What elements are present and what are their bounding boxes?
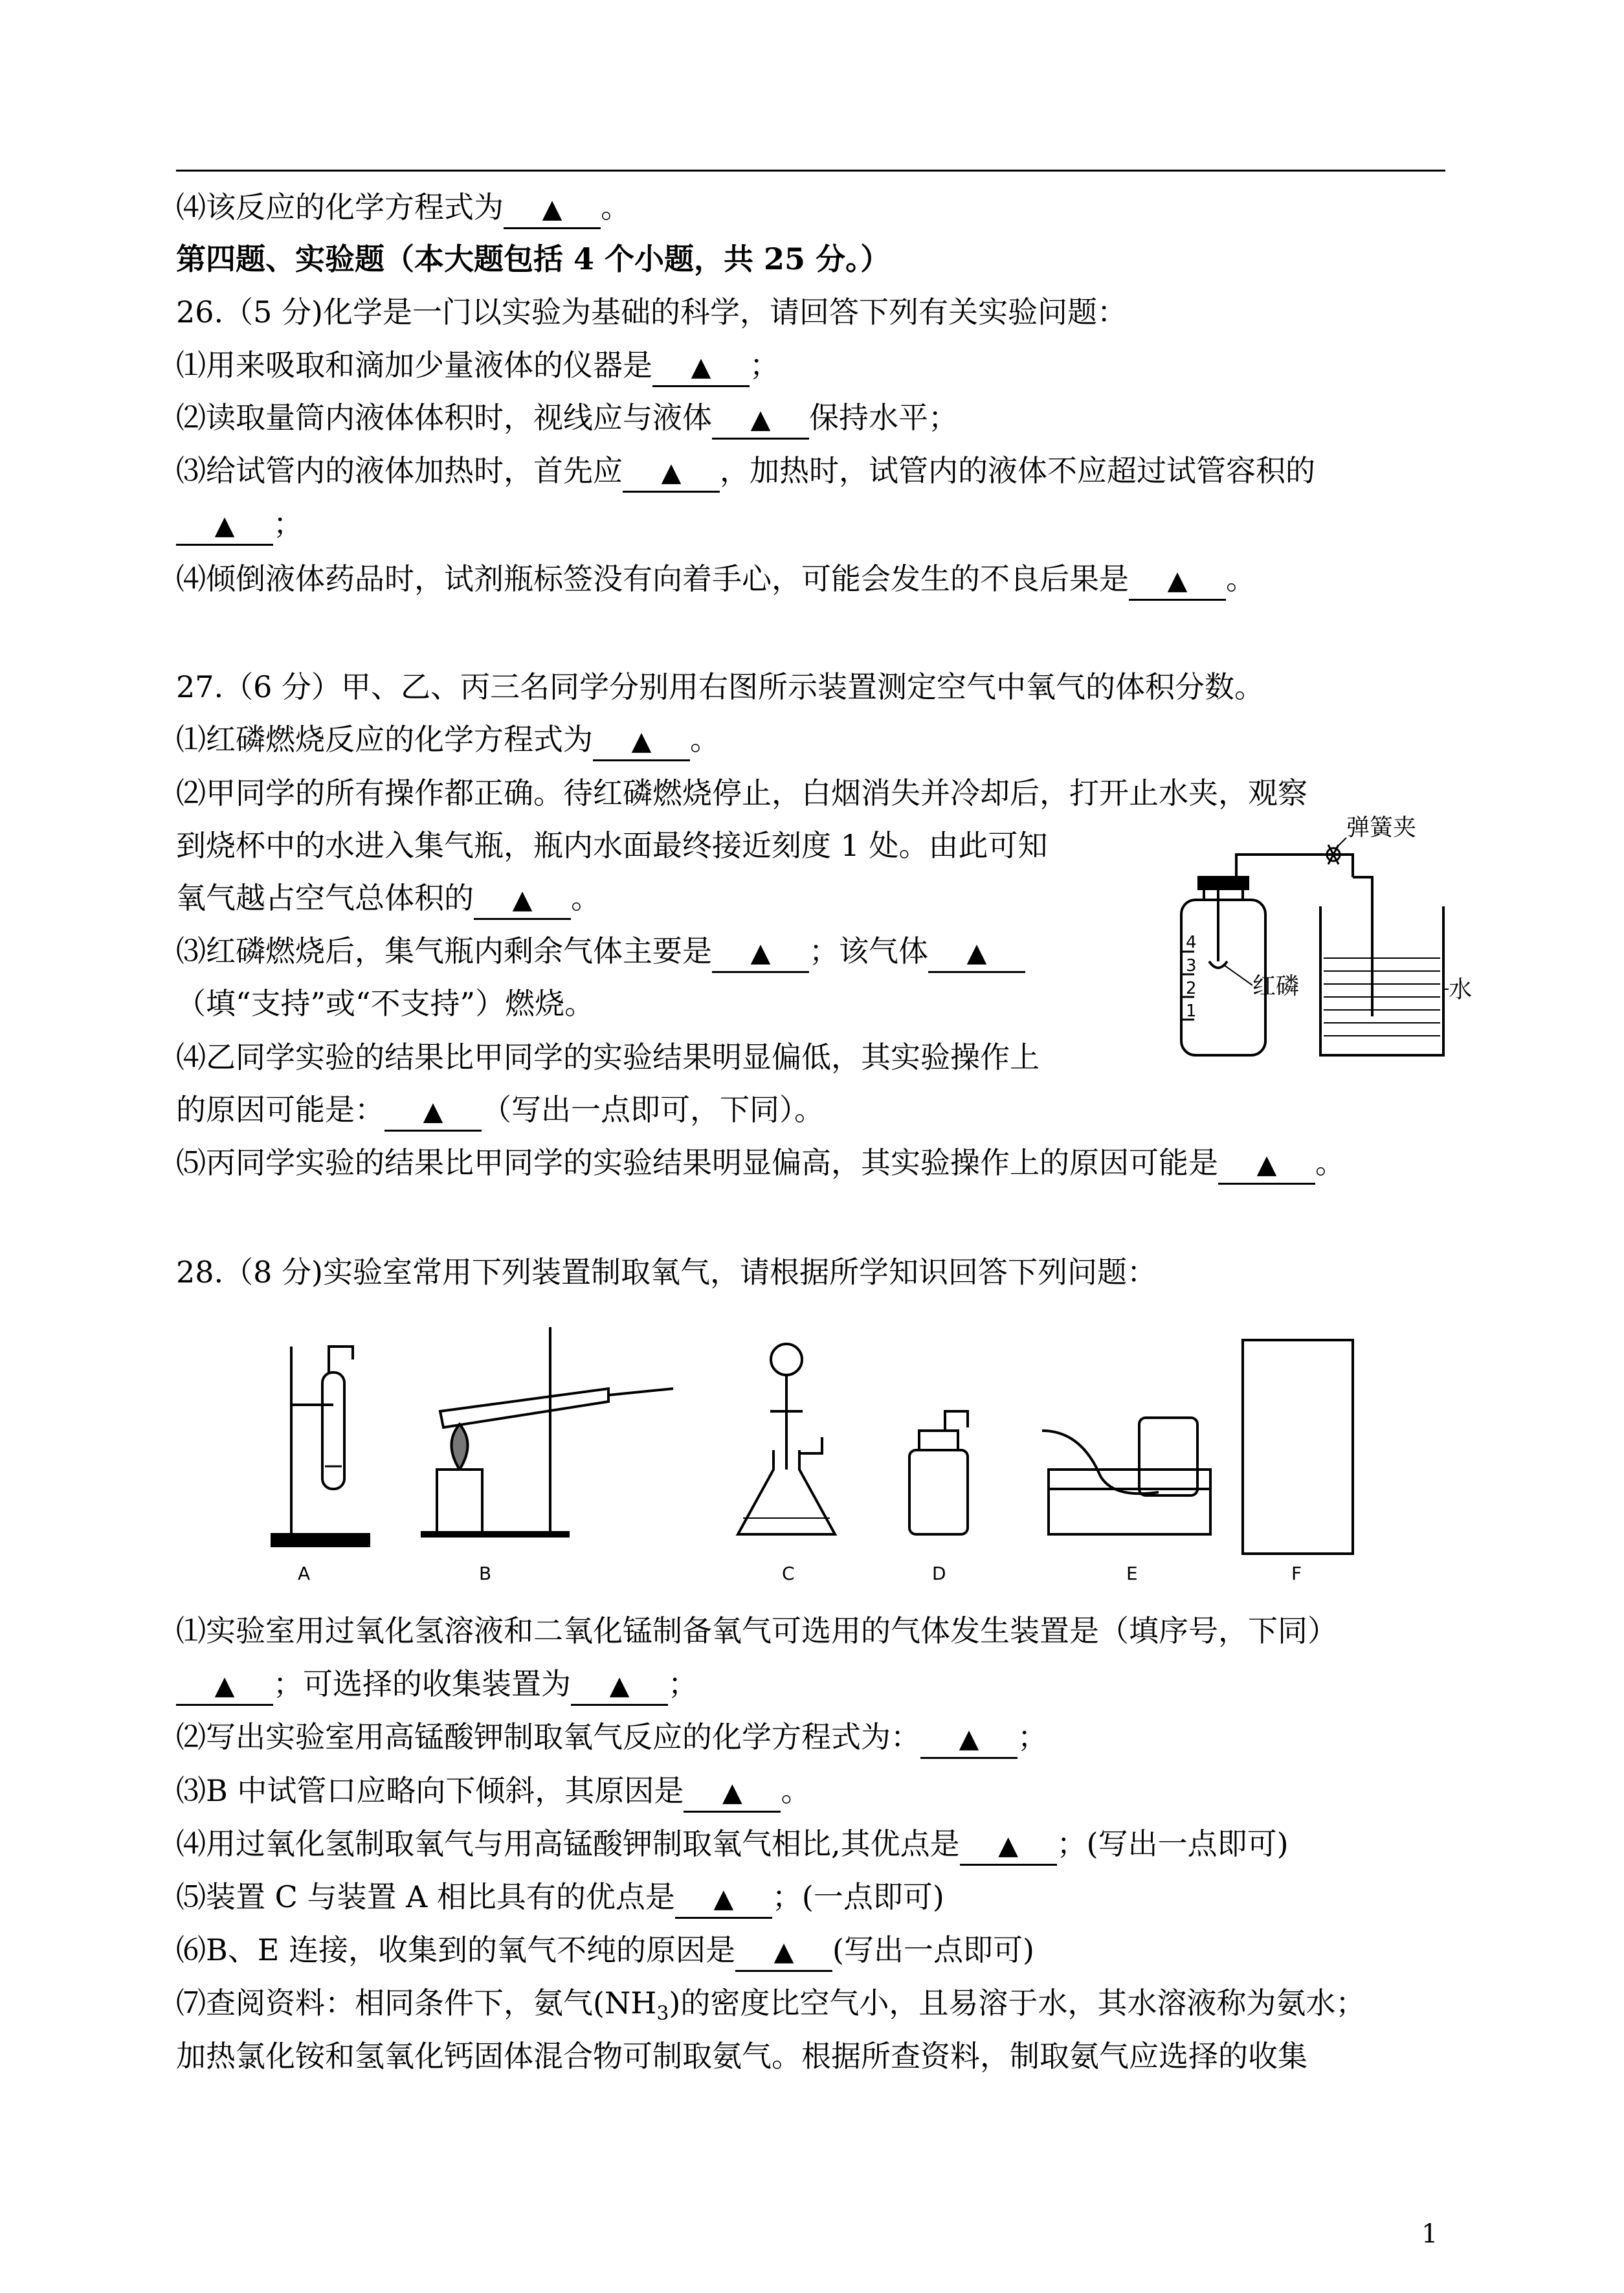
page-number: 1: [1421, 2219, 1438, 2249]
q28-part7-line1: ⑺查阅资料：相同条件下，氨气$(NH_3)$的密度比空气小，且易溶于水，其水溶液称为氨水；: [176, 1985, 1366, 2026]
q27-part5: ⑸丙同学实验的结果比甲同学的实验结果明显偏高，其实验操作上的原因可能是 ▲ 。: [176, 1143, 1345, 1185]
answer-blank[interactable]: ▲: [176, 506, 273, 546]
q26-part1: ⑴用来吸取和滴加少量液体的仪器是 ▲ ；: [176, 346, 779, 387]
q27-part4-line1: ⑷乙同学实验的结果比甲同学的实验结果明显偏低，其实验操作上: [176, 1040, 1040, 1075]
scale-3: 3: [1186, 956, 1197, 976]
answer-blank[interactable]: ▲: [712, 933, 809, 973]
q28-part1-line2: ▲ ；可选择的收集装置为 ▲ ；: [176, 1664, 698, 1706]
beaker: [1320, 906, 1443, 1055]
oxygen-apparatus-drawing: [1159, 809, 1473, 1068]
apparatus-drawing: [246, 1321, 1411, 1593]
q26-stem: 26.（5 分)化学是一门以实验为基础的科学，请回答下列有关实验问题：: [176, 295, 1127, 330]
oxygen-apparatus-figure: [1159, 809, 1473, 1068]
q28-part1-line1: ⑴实验室用过氧化氢溶液和二氧化锰制备氧气可选用的气体发生装置是（填序号，下同）: [176, 1613, 1337, 1648]
answer-blank[interactable]: ▲: [675, 1879, 772, 1919]
q27-part3-line2: （填“支持”或“不支持”）燃烧。: [176, 986, 595, 1021]
stopper: [1199, 877, 1248, 889]
q28-part2: ⑵写出实验室用高锰酸钾制取氧气反应的化学方程式为： ▲ ；: [176, 1717, 1047, 1759]
q28-part3: ⑶B 中试管口应略向下倾斜，其原因是 ▲ 。: [176, 1771, 810, 1813]
answer-blank[interactable]: ▲: [176, 1666, 273, 1706]
answer-blank[interactable]: ▲: [960, 1826, 1057, 1866]
q28-stem: 28.（8 分)实验室常用下列装置制取氧气，请根据所学知识回答下列问题：: [176, 1255, 1157, 1290]
apparatus-e: [1042, 1418, 1210, 1534]
clamp-label: 弹簧夹: [1346, 814, 1417, 841]
answer-blank[interactable]: ▲: [1218, 1145, 1315, 1185]
clamp-pointer: [1335, 838, 1346, 849]
combustion-spoon: [1209, 961, 1227, 968]
q27-part2-line1: ⑵甲同学的所有操作都正确。待红磷燃烧停止，白烟消失并冷却后，打开止水夹，观察: [176, 776, 1307, 811]
answer-blank[interactable]: ▲: [504, 189, 601, 229]
apparatus-b: [421, 1327, 673, 1534]
scale-1: 1: [1186, 1001, 1197, 1021]
tube-into-beaker: [1353, 877, 1372, 1016]
phosphorus-pointer: [1223, 965, 1252, 985]
label-b: B: [479, 1563, 492, 1584]
water-lines: [1324, 958, 1440, 1036]
q26-part3: ⑶给试管内的液体加热时，首先应 ▲ ，加热时，试管内的液体不应超过试管容积的: [176, 451, 1315, 493]
answer-blank[interactable]: ▲: [593, 721, 690, 761]
apparatus-f: [1243, 1340, 1353, 1554]
q27-part4-line2: 的原因可能是： ▲ （写出一点即可，下同）。: [176, 1090, 824, 1132]
q27-stem: 27.（6 分）甲、乙、丙三名同学分别用右图所示装置测定空气中氧气的体积分数。: [176, 669, 1265, 704]
apparatus-c: [738, 1344, 835, 1534]
water-label: 水: [1449, 976, 1473, 1003]
q28-part4: ⑷用过氧化氢制取氧气与用高锰酸钾制取氧气相比,其优点是 ▲ ；(写出一点即可): [176, 1824, 1289, 1866]
answer-blank[interactable]: ▲: [384, 1091, 482, 1132]
answer-blank[interactable]: ▲: [474, 880, 571, 920]
answer-blank[interactable]: ▲: [712, 399, 809, 440]
q28-part5: ⑸装置 C 与装置 A 相比具有的优点是 ▲ ；(一点即可): [176, 1877, 944, 1919]
answer-blank[interactable]: ▲: [735, 1932, 832, 1972]
q28-part6: ⑹B、E 连接，收集到的氧气不纯的原因是 ▲ (写出一点即可): [176, 1930, 1034, 1972]
answer-blank[interactable]: ▲: [652, 347, 750, 387]
q27-part2-line2: 到烧杯中的水进入集气瓶，瓶内水面最终接近刻度 1 处。由此可知: [176, 828, 1048, 863]
q26-part3-cont: ▲ ；: [176, 504, 303, 546]
answer-blank[interactable]: ▲: [1129, 561, 1226, 601]
answer-blank[interactable]: ▲: [571, 1666, 668, 1706]
answer-blank[interactable]: ▲: [623, 453, 720, 493]
apparatus-d: [909, 1411, 968, 1534]
answer-blank[interactable]: ▲: [920, 1719, 1018, 1759]
q27-part1: ⑴红磷燃烧反应的化学方程式为 ▲ 。: [176, 720, 720, 761]
apparatus-a: [272, 1347, 369, 1546]
label-f: F: [1291, 1563, 1302, 1584]
apparatus-figure: [246, 1321, 1411, 1593]
q28-part7-line2: 加热氯化铵和氢氧化钙固体混合物可制取氨气。根据所查资料，制取氨气应选择的收集: [176, 2039, 1307, 2074]
scale-2: 2: [1186, 979, 1197, 998]
label-e: E: [1126, 1563, 1138, 1584]
section-title: 第四题、实验题（本大题包括 4 个小题，共 25 分。）: [176, 241, 891, 276]
q26-part2: ⑵读取量筒内液体体积时，视线应与液体 ▲ 保持水平；: [176, 398, 958, 440]
label-d: D: [932, 1563, 946, 1584]
q27-part2-line3: 氧气越占空气总体积的 ▲ 。: [176, 878, 601, 920]
q26-part4: ⑷倾倒液体药品时，试剂瓶标签没有向着手心，可能会发生的不良后果是 ▲ 。: [176, 559, 1256, 601]
scale-4: 4: [1186, 933, 1197, 952]
label-a: A: [298, 1563, 311, 1584]
answer-blank[interactable]: ▲: [928, 933, 1025, 973]
label-c: C: [782, 1563, 795, 1584]
header-rule: [176, 170, 1445, 172]
q27-part3-line1: ⑶红磷燃烧后，集气瓶内剩余气体主要是 ▲ ；该气体 ▲: [176, 932, 1025, 973]
phosphorus-label: 红磷: [1252, 973, 1300, 1000]
q25-part4: ⑷该反应的化学方程式为 ▲ 。: [176, 188, 630, 229]
answer-blank[interactable]: ▲: [684, 1773, 781, 1813]
